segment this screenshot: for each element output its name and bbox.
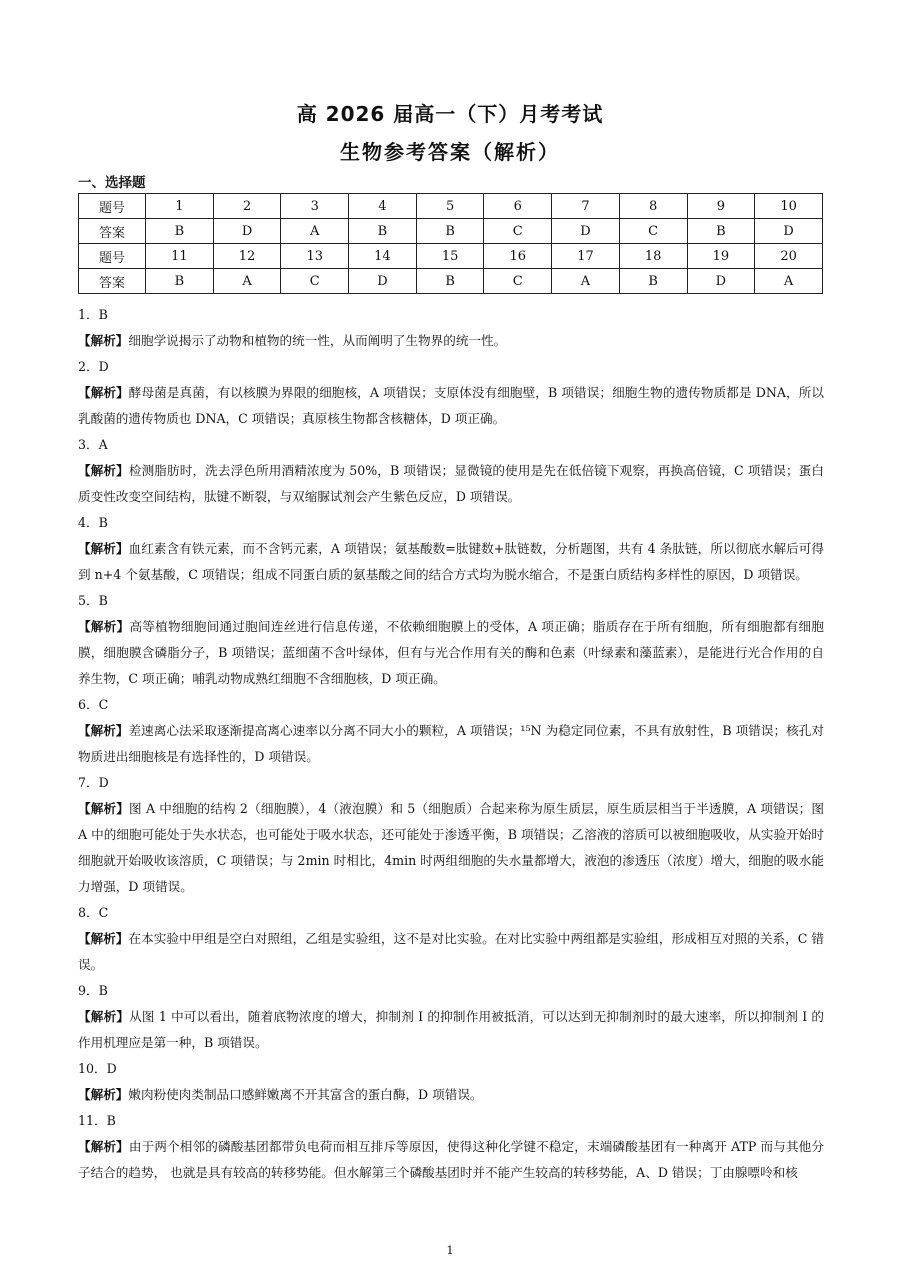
question-number-cell: 2 [213,194,281,219]
row-label: 答案 [79,269,146,294]
answer-cell: A [755,269,823,294]
answer-cell: D [213,219,281,244]
explanation-text: 酵母菌是真菌，有以核膜为界限的细胞核，A 项错误；支原体没有细胞壁，B 项错误；细胞生物的遗传物质都是 DNA，所以乳酸菌的遗传物质也 DNA，C 项错误；真原核生物都含核糖体，D 项正确。 [78,385,825,426]
explanation-tag: 【解析】 [78,541,129,556]
question-answer: 11．B [78,1113,116,1128]
question-answer: 6．C [78,697,109,712]
explanation-tag: 【解析】 [78,385,129,400]
answer-row [79,219,823,244]
answer-cell: C [484,219,552,244]
answer-cell: B [416,269,484,294]
question-number-cell: 5 [416,194,484,219]
answer-table [78,193,823,294]
question-answer: 5．B [78,593,108,608]
answer-cell: D [687,269,755,294]
exam-title: 高 2026 届高一（下）月考考试 [296,102,604,126]
question-answer: 8．C [78,905,109,920]
explanation-tag: 【解析】 [78,1139,129,1154]
answer-cell: C [281,269,349,294]
row-label: 题号 [79,244,146,269]
explanation-text: 图 A 中细胞的结构 2（细胞膜），4（液泡膜）和 5（细胞质）合起来称为原生质层，原生质层相当于半透膜，A 项错误；图 A 中的细胞可能处于失水状态，也可能处于吸水状态，还可能处于渗透平衡，B 项错误；乙溶液的溶质可以被细胞吸收，从实验开始时细胞就开始吸收该溶质，C 项错误；与 2min 时相比，4min 时两组细胞的失水量都增大，液泡的渗透压（浓度）增大，细胞的吸水能力增强，D 项错误。 [78,801,824,894]
answer-cell: C [484,269,552,294]
explanation-text: 从图 1 中可以看出，随着底物浓度的增大，抑制剂 I 的抑制作用被抵消，可以达到无抑制剂时的最大速率，所以抑制剂 I 的作用机理应是第一种，B 项错误。 [78,1009,825,1050]
explanation-text: 细胞学说揭示了动物和植物的统一性，从而阐明了生物界的统一性。 [128,333,507,348]
question-number-cell: 17 [552,244,620,269]
question-number-cell: 11 [146,244,214,269]
question-number-cell: 9 [687,194,755,219]
explanation-text: 嫩肉粉使肉类制品口感鲜嫩离不开其富含的蛋白酶，D 项错误。 [128,1087,483,1102]
answer-cell: A [213,269,281,294]
explanation-tag: 【解析】 [78,333,129,348]
explanation-paragraph [78,1134,824,1186]
question-number-cell: 12 [213,244,281,269]
question-number-cell: 8 [619,194,687,219]
explanation-tag: 【解析】 [78,931,129,946]
answer-cell: B [146,219,214,244]
question-answer: 1．B [78,307,108,322]
question-number-cell: 7 [552,194,620,219]
section-title: 一、选择题 [78,175,146,191]
question-number-cell: 15 [416,244,484,269]
question-number-cell: 1 [146,194,214,219]
answer-cell: A [281,219,349,244]
answer-cell: D [755,219,823,244]
answer-cell: B [619,269,687,294]
question-number-cell: 16 [484,244,552,269]
explanation-text: 检测脂肪时，洗去浮色所用酒精浓度为 50%，B 项错误；显微镜的使用是先在低倍镜下观察，再换高倍镜，C 项错误；蛋白质变性改变空间结构，肽键不断裂，与双缩脲试剂会产生紫色反应，D 项错误。 [78,463,824,504]
question-answer: 3．A [78,437,108,452]
question-answer: 10．D [78,1061,117,1076]
row-label: 答案 [79,219,146,244]
answer-cell: C [619,219,687,244]
explanation-paragraph [78,796,824,900]
answer-cell: A [552,269,620,294]
row-label: 题号 [79,194,146,219]
question-number-cell: 4 [349,194,417,219]
explanation-paragraph [78,380,824,432]
explanation-paragraph [78,926,824,978]
question-answer: 2．D [78,359,109,374]
explanation-paragraph [78,458,824,510]
question-answer: 7．D [78,775,109,790]
answer-cell: B [146,269,214,294]
answer-cell: B [687,219,755,244]
explanation-paragraph [78,1082,824,1108]
explanation-paragraph [78,536,824,588]
explanation-tag: 【解析】 [78,723,129,738]
explanation-paragraph [78,328,824,354]
answer-cell: B [416,219,484,244]
question-answer: 9．B [78,983,108,998]
explanation-tag: 【解析】 [78,1087,129,1102]
question-number-cell: 14 [349,244,417,269]
question-number-cell: 19 [687,244,755,269]
explanations [78,302,824,1186]
question-number-cell: 20 [755,244,823,269]
question-number-cell: 18 [619,244,687,269]
explanation-paragraph [78,614,824,692]
explanation-tag: 【解析】 [78,463,129,478]
answer-key-title: 生物参考答案（解析） [340,140,560,164]
answer-row [79,269,823,294]
explanation-paragraph [78,1004,824,1056]
question-number-cell: 13 [281,244,349,269]
explanation-paragraph [78,718,824,770]
explanation-text: 差速离心法采取逐渐提高离心速率以分离不同大小的颗粒，A 项错误；¹⁵N 为稳定同位素，不具有放射性，B 项错误；核孔对物质进出细胞核是有选择性的，D 项错误。 [78,723,824,764]
answer-cell: B [349,219,417,244]
question-row [79,244,823,269]
question-number-cell: 6 [484,194,552,219]
explanation-tag: 【解析】 [78,619,130,634]
page-number: 1 [446,1244,454,1257]
question-number-cell: 10 [755,194,823,219]
question-number-cell: 3 [281,194,349,219]
explanation-tag: 【解析】 [78,801,130,816]
explanation-text: 在本实验中甲组是空白对照组，乙组是实验组，这不是对比实验。在对比实验中两组都是实验组，形成相互对照的关系，C 错误。 [78,931,825,972]
explanation-text: 高等植物细胞间通过胞间连丝进行信息传递，不依赖细胞膜上的受体，A 项正确；脂质存在于所有细胞，所有细胞都有细胞膜，细胞膜含磷脂分子，B 项错误；蓝细菌不含叶绿体，但有与光合作用有关的酶和色素（叶绿素和藻蓝素），是能进行光合作用的自养生物，C 项正确；哺乳动物成熟红细胞不含细胞核，D 项正确。 [78,619,824,686]
question-answer: 4．B [78,515,108,530]
explanation-text: 由于两个相邻的磷酸基团都带负电荷而相互排斥等原因，使得这种化学键不稳定，末端磷酸基团有一种离开 ATP 而与其他分子结合的趋势， 也就是具有较高的转移势能。但水解第三个磷酸基团时并不能产生较高的转移势能，A、D 错误；丁由腺嘌呤和核 [78,1139,824,1180]
explanation-text: 血红素含有铁元素，而不含钙元素，A 项错误；氨基酸数=肽键数+肽链数，分析题图，共有 4 条肽链，所以彻底水解后可得到 n+4 个氨基酸，C 项错误；组成不同蛋白质的氨基酸之间的结合方式均为脱水缩合，不是蛋白质结构多样性的原因，D 项错误。 [78,541,824,582]
answer-cell: D [552,219,620,244]
explanation-tag: 【解析】 [78,1009,130,1024]
question-row [79,194,823,219]
answer-cell: D [349,269,417,294]
